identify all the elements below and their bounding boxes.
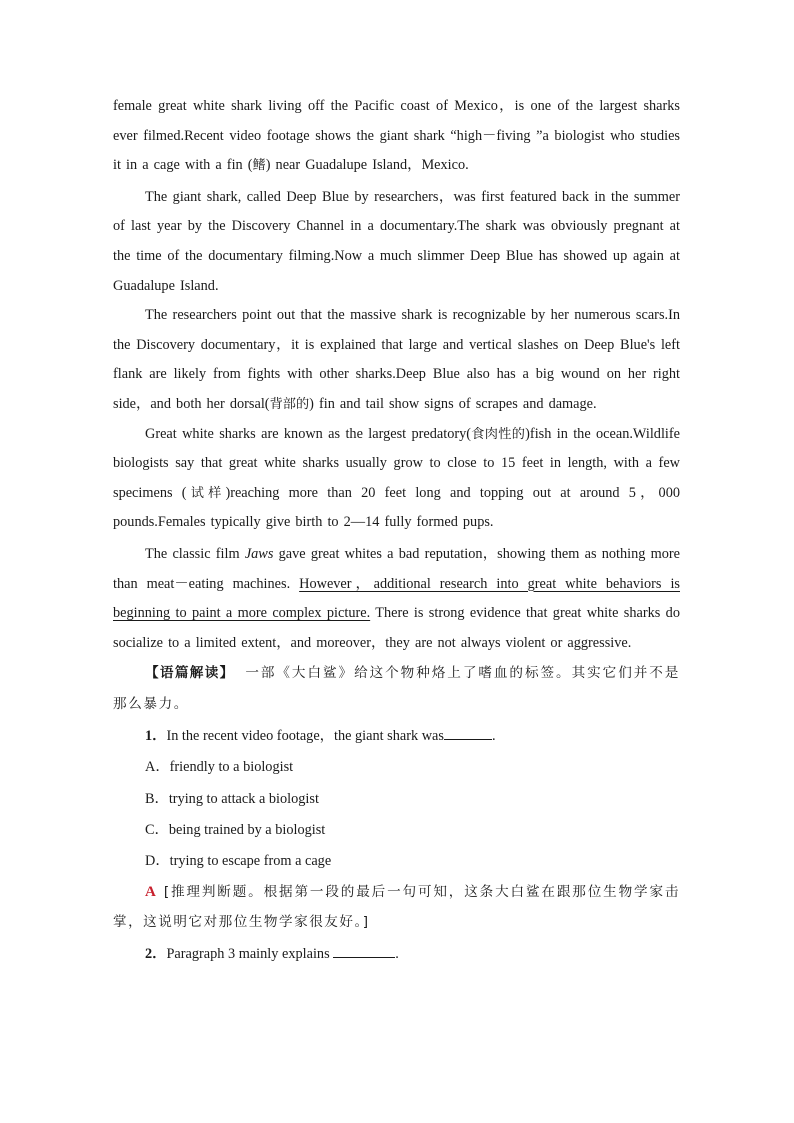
question-stem-end: .: [491, 728, 496, 745]
passage-paragraph-4: [113, 420, 680, 538]
passage-text: The classic film: [145, 545, 245, 562]
option-d: D．trying to escape from a cage: [145, 853, 332, 870]
question-number: 1．: [145, 728, 167, 745]
passage-text: There is strong evidence that great white sharks do socialize to a limited extent，and moreover，they are not always violent or aggressive.: [113, 605, 680, 651]
chinese-gloss: 试样: [186, 485, 226, 501]
passage-text: )reaching more than 20 feet long and topping out at around 5，000 pounds.Females typically give birth to 2—14 fully formed pups.: [113, 484, 681, 531]
passage-analysis: [113, 658, 680, 719]
question-1: [113, 721, 680, 752]
chinese-gloss: 鳍: [252, 158, 266, 174]
document-page: [113, 92, 680, 970]
passage-text: female great white shark living off the Pacific coast of Mexico，is one of the largest sharks ever filmed.Recent video footage shows the giant shark “high－fiving ”a biologist who studies it in a cage with a fin (: [113, 98, 680, 174]
option-c: C．being trained by a biologist: [145, 821, 326, 838]
passage-paragraph-5: [113, 540, 680, 658]
question-2: [113, 939, 680, 970]
passage-text: gave great whites a bad reputation，showing them as nothing more than meat－eating machines.: [113, 545, 680, 592]
explanation-text: [推理判断题。根据第一段的最后一句可知，这条大白鲨在跟那位生物学家击掌，这说明它对那位生物学家很友好。]: [113, 884, 680, 931]
question-stem: In the recent video footage，the giant shark was: [166, 728, 444, 745]
analysis-text: 一部《大白鲨》给这个物种烙上了嗜血的标签。其实它们并不是那么暴力。: [113, 665, 680, 712]
option-b: B．trying to attack a biologist: [145, 790, 319, 807]
analysis-label: 【语篇解读】: [145, 665, 235, 682]
passage-paragraph-1: [113, 92, 680, 181]
passage-text: Great white sharks are known as the largest predatory(: [145, 425, 472, 442]
answer-blank: [444, 724, 492, 740]
passage-paragraph-3: [113, 301, 680, 419]
question-number: 2．: [145, 946, 167, 963]
passage-text: ) near Guadalupe Island，Mexico.: [265, 157, 469, 174]
chinese-gloss: 背部的: [269, 396, 310, 412]
film-title: Jaws: [244, 545, 274, 562]
underlined-sentence: However，additional research into great white behaviors is beginning to paint a more complex picture.: [113, 575, 680, 622]
answer-blank: [333, 942, 395, 958]
passage-text: ) fin and tail show signs of scrapes and damage.: [309, 395, 597, 412]
question-stem-end: .: [395, 946, 399, 963]
question-stem: Paragraph 3 mainly explains: [166, 946, 334, 963]
passage-text: )fish in the ocean.Wildlife biologists say that great white sharks usually grow to close to 15 feet in length, with a few specimens (: [113, 425, 680, 501]
answer-explanation-1: [113, 877, 680, 937]
option-a: A．friendly to a biologist: [145, 759, 294, 776]
passage-text: The researchers point out that the massive shark is recognizable by her numerous scars.In the Discovery documentary，it is explained that large and vertical slashes on Deep Blue's left flank are likely from fights with other sharks.Deep Blue also has a big wound on her right side，and both her dorsal(: [113, 307, 680, 412]
passage-paragraph-2: The giant shark, called Deep Blue by researchers，was first featured back in the summer of last year by the Discovery Channel in a documentary.The shark was obviously pregnant at the time of the documentary filming.Now a much slimmer Deep Blue has showed up again at Guadalupe Island.: [113, 188, 680, 294]
answer-key: A: [145, 884, 156, 901]
chinese-gloss: 食肉性的: [471, 426, 526, 442]
